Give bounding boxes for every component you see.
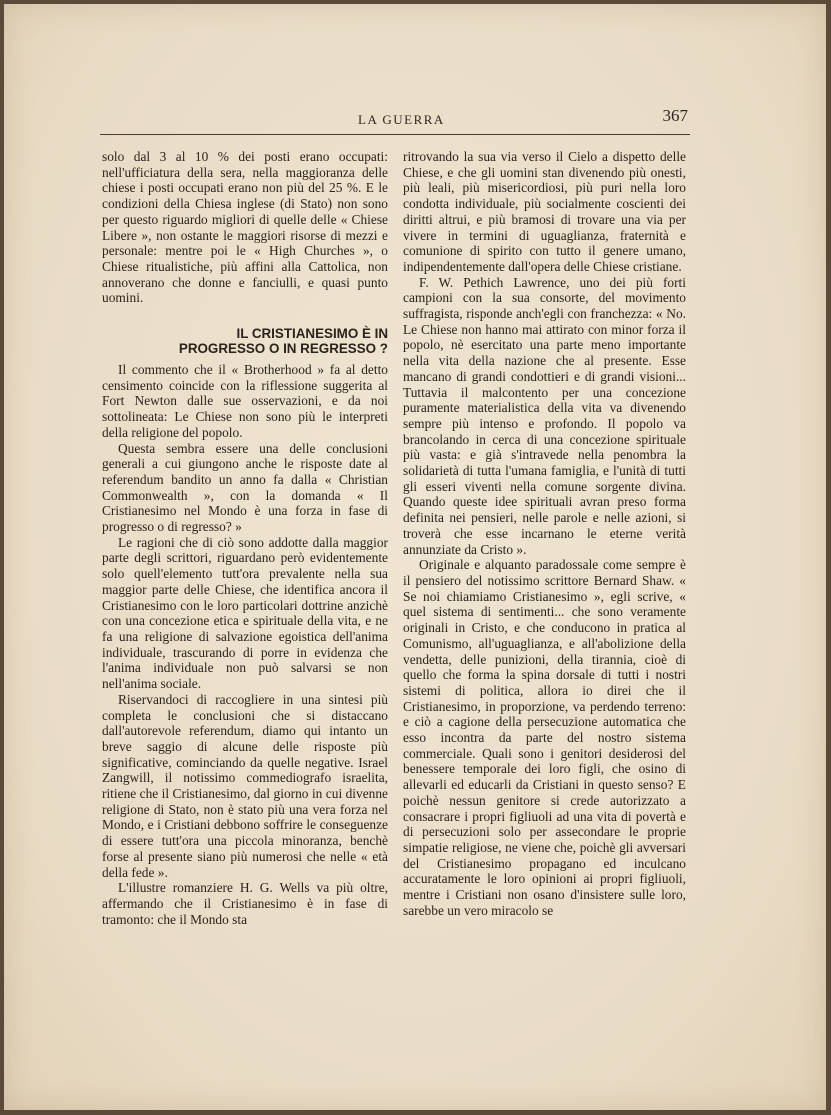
left-column [102, 149, 388, 927]
paragraph: Riservandoci di raccogliere in una sintesi più completa le conclusioni che si distaccano dall'autorevole referendum, diamo qui intanto un breve saggio di alcune delle risposte più significative, cominciando da quelle negative. Israel Zangwill, il notissimo commediografo israelita, ritiene che il Cristianesimo, dal giorno in cui divenne religione di Stato, non è stato più una vera forza nel Mondo, e i Cristiani debbono soffrire le conseguenze di essere tutt'ora una piccola minoranza, benchè forse al presente siano più numerosi che nelle « età della fede ». [102, 691, 388, 880]
right-column [403, 149, 686, 918]
paragraph: Le ragioni che di ciò sono addotte dalla maggior parte degli scrittori, riguardano però evidentemente solo quell'elemento tutt'ora prevalente nella sua maggior parte delle Chiese, che identifica ancora il Cristianesimo con le loro particolari dottrine anzichè con una concezione etica e spirituale della vita, e ne fa una religione di salvazione egoistica dell'anima individuale, trascurando di porre in evidenza che l'anima individuale non può salvarsi se non nell'anima sociale. [102, 534, 388, 692]
paragraph: solo dal 3 al 10 % dei posti erano occupati: nell'ufficiatura della sera, nella maggioranza delle chiese i posti occupati erano non più del 25 %. E le condizioni della Chiesa inglese (di Stato) non sono per questo riguardo migliori di quelle delle « Chiese Libere », non ostante le maggiori risorse di mezzi e personale: mentre poi le « High Churches », o Chiese ritualistiche, più affini alla Cattolica, non annoverano che donne e fanciulli, e quasi punto uomini. [102, 149, 388, 306]
paragraph: ritrovando la sua via verso il Cielo a dispetto delle Chiese, e che gli uomini stan divenendo più onesti, più leali, più misericordiosi, più puri nella loro condotta individuale, più socialmente coscienti dei diritti altrui, e più bramosi di trovare una via per vivere in termini di uguaglianza, fraternità e comunione di spirito con tutto il genere umano, indipendentemente dall'opera delle Chiese cristiane. [403, 149, 686, 274]
paragraph: Il commento che il « Brotherhood » fa al detto censimento coincide con la riflessione suggerita al Fort Newton dalle sue osservazioni, e da noi sottolineata: Le Chiese non sono più le interpreti della religione del popolo. [102, 362, 388, 440]
running-title: LA GUERRA [358, 112, 445, 127]
book-page [4, 4, 826, 1110]
section-heading: IL CRISTIANESIMO È IN PROGRESSO O IN REGRESSO ? [178, 326, 388, 357]
paragraph: L'illustre romanziere H. G. Wells va più oltre, affermando che il Cristianesimo è in fase di tramonto: che il Mondo sta [102, 880, 388, 927]
page-number: 367 [662, 106, 688, 125]
paragraph: F. W. Pethich Lawrence, uno dei più forti campioni con la sua consorte, del movimento suffragista, risponde anch'egli con franchezza: « No. Le Chiese non hanno mai attirato con minor forza il popolo, nè esercitato una parte meno importante nella vita della nazione che al presente. Esse mancano di grandi condottieri e di grandi visioni... Tuttavia il malcontento per una concezione puramente materialistica della vita va divenendo sempre più intenso e profondo. Il popolo va brancolando in cerca di una concezione spirituale più vasta: e già s'intravede nella penombra la solidarietà di tutta l'umana famiglia, e l'unità di tutti gli esseri viventi nella comune sorgente divina. Quando queste idee spirituali avran preso forma definita nei pensieri, nelle parole e nelle azioni, si troverà che esse incarnano le eterne verità annunziate da Cristo ». [403, 274, 686, 557]
paragraph: Originale e alquanto paradossale come sempre è il pensiero del notissimo scrittore Bernard Shaw. « Se noi chiamiamo Cristianesimo », egli scrive, « quel sistema di sentimenti... che sono veramente originali in Cristo, e che conducono in pratica al Comunismo, all'uguaglianza, e all'abolizione della vendetta, delle punizioni, della tirannia, cioè di quello che forma la spina dorsale di tutti i nostri sistemi di politica, allora io direi che il Cristianesimo, in proporzione, va perdendo terreno: e ciò a cagione della persecuzione automatica che esso incontra da parte del nostro sistema commerciale. Quali sono i genitori desiderosi del benessere temporale dei loro figli, che osino di allevarli ed educarli da Cristiani in questo senso? E poichè nessun genitore si crede autorizzato a consacrare i propri figliuoli ad una vita di povertà e di persecuzioni solo per assecondare le proprie simpatie religiose, ne viene che, poichè gli avversari del Cristianesimo propagano ed inculcano accuratamente le loro opinioni ai propri figliuoli, mentre i Cristiani non osano d'insistere sulle loro, sarebbe un vero miracolo se [403, 557, 686, 918]
running-head [100, 108, 690, 135]
paragraph: Questa sembra essere una delle conclusioni generali a cui giungono anche le risposte date al referendum bandito un anno fa dalla « Christian Commonwealth », con la domanda « Il Cristianesimo nel Mondo è una forza in fase di progresso o di regresso? » [102, 440, 388, 535]
